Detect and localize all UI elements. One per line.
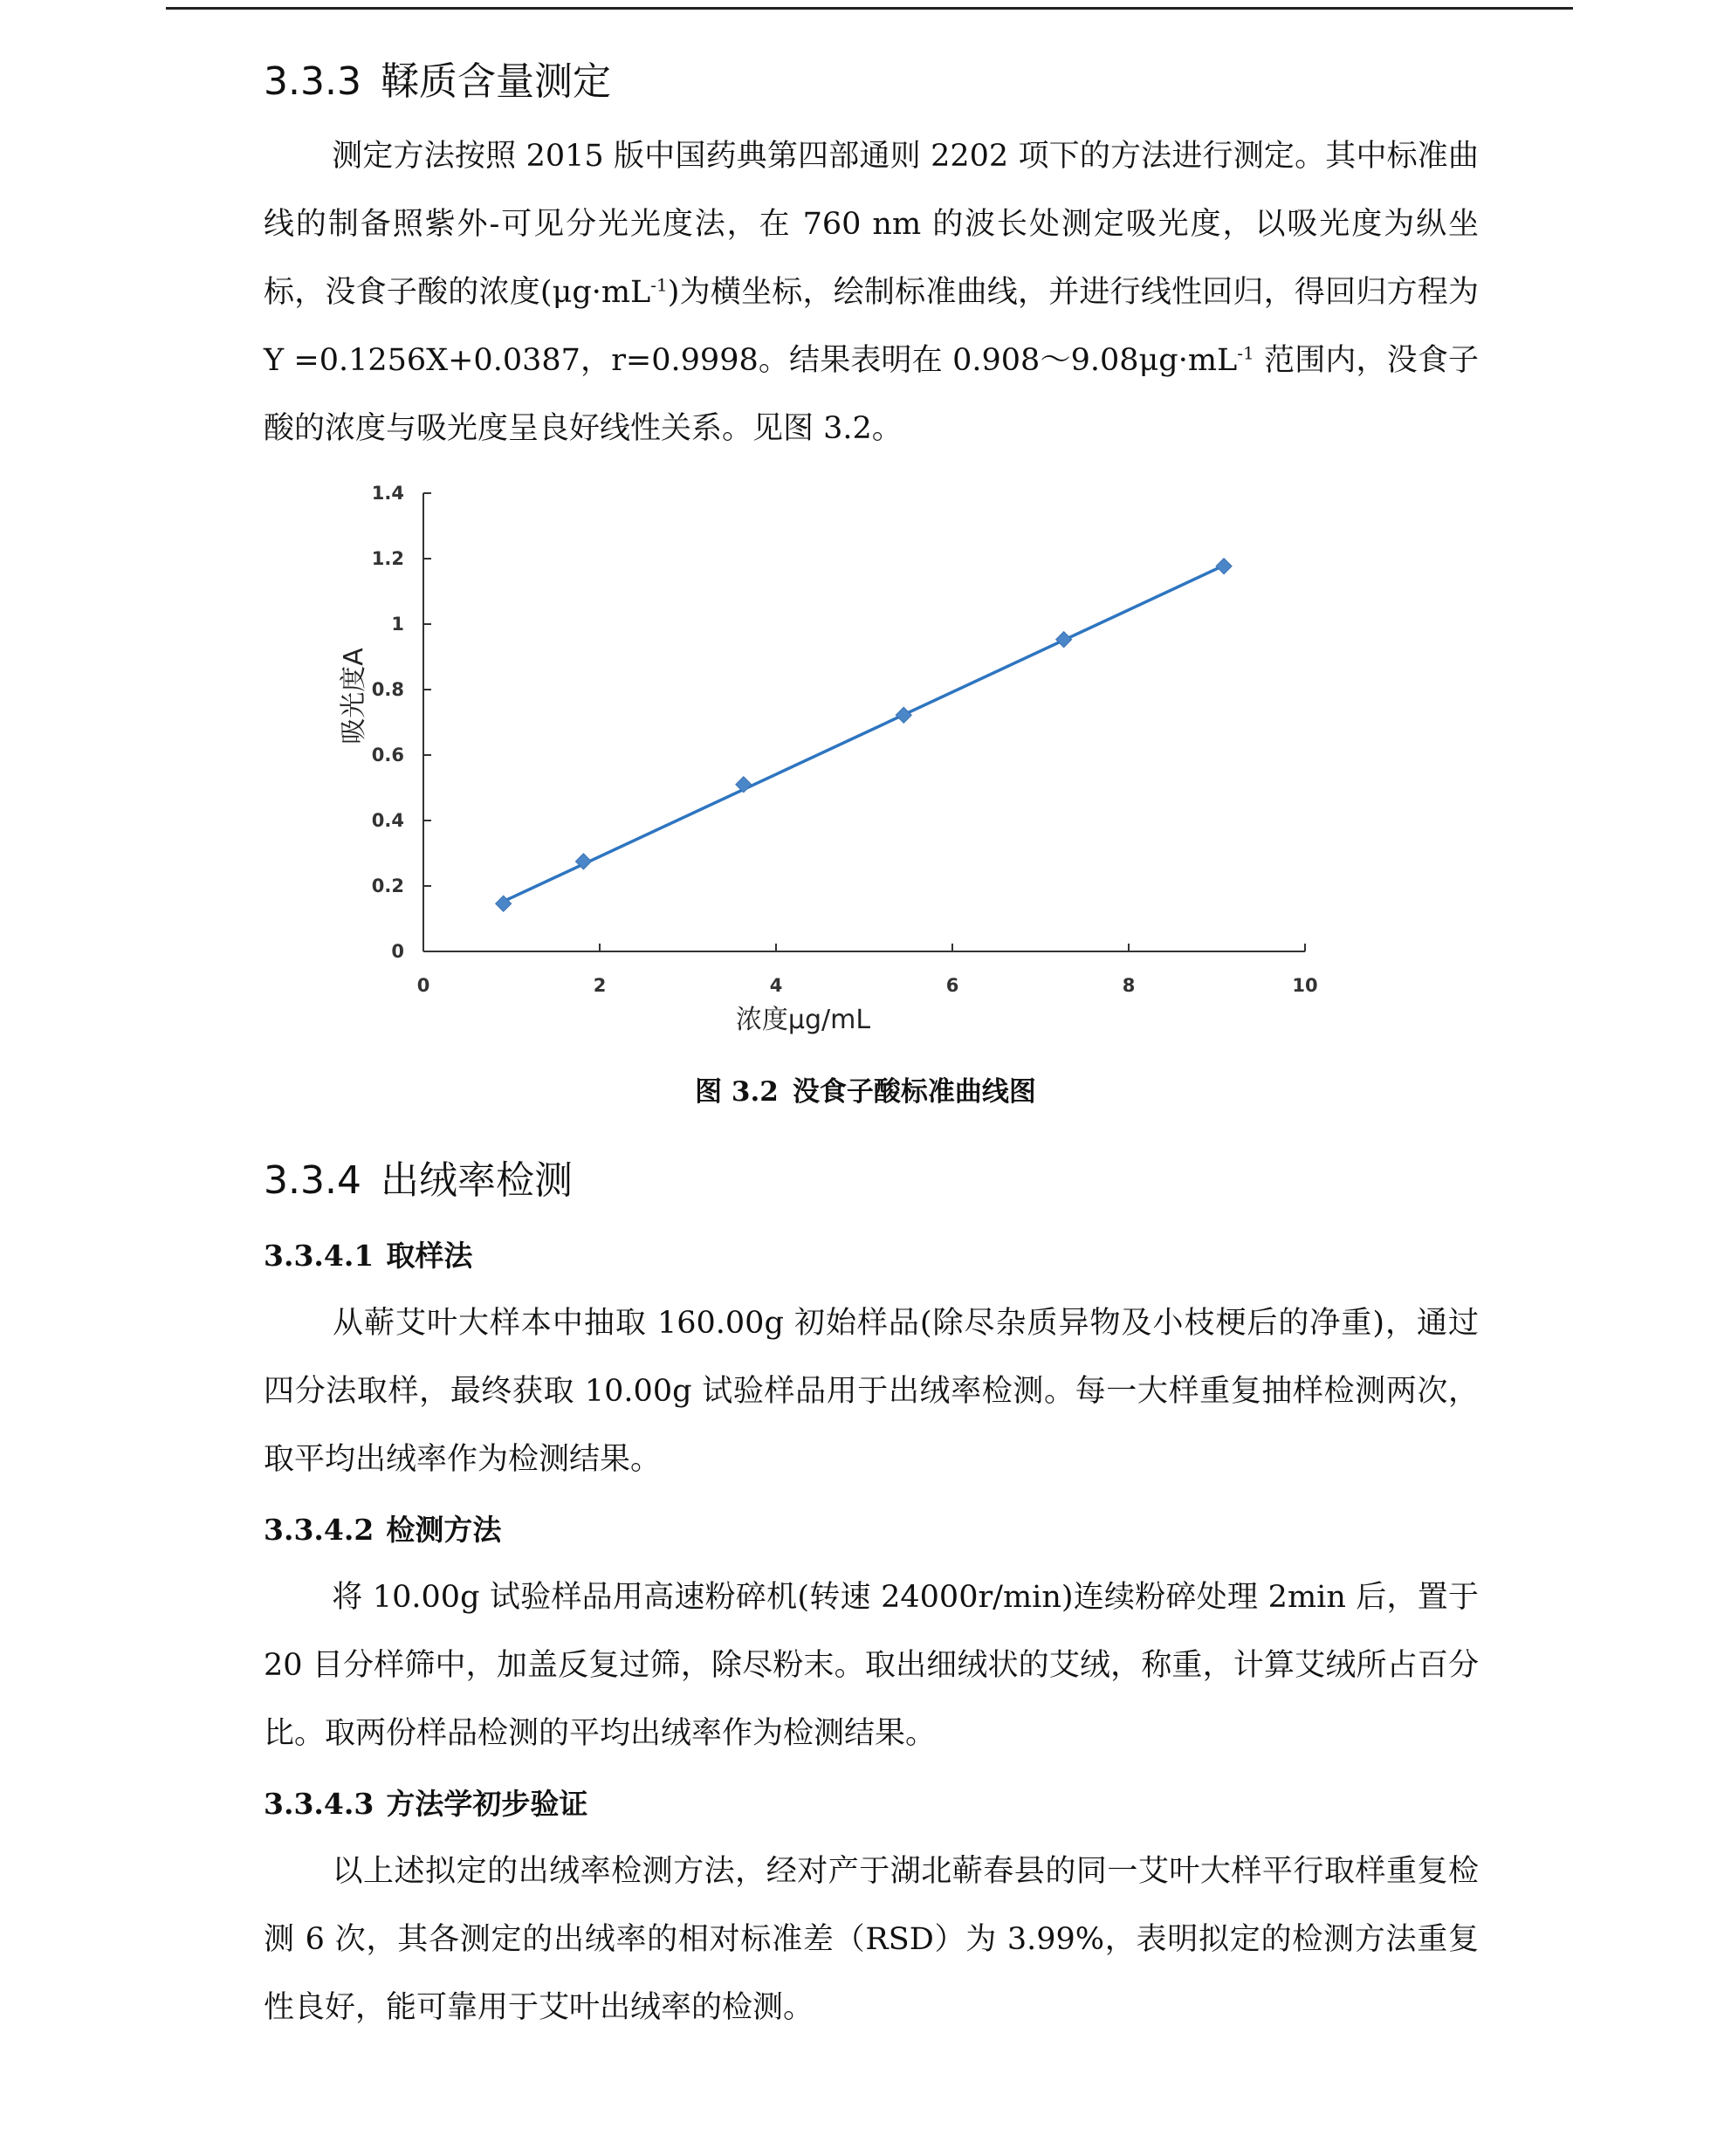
superscript: -1 xyxy=(650,274,668,296)
subsection-number: 3.3.4.1 xyxy=(264,1239,374,1273)
y-tick-label: 0.4 xyxy=(371,810,404,831)
y-tick-label: 0.6 xyxy=(371,745,404,766)
paragraph-text: 将 10.00g 试验样品用高速粉碎机(转速 24000r/min)连续粉碎处理 2min 后，置于 20 目分样筛中，加盖反复过筛，除尽粉末。取出细绒状的艾绒，称重，计算艾绒所占百分比。取两份样品检测的平均出绒率作为检测结果。 xyxy=(264,1580,1479,1751)
subsection-3-3-4-1-paragraph xyxy=(264,1289,1479,1493)
section-heading-3-3-3 xyxy=(264,50,611,106)
section-number: 3.3.3 xyxy=(264,59,361,104)
paragraph-tail: 范围内，没食子酸的浓度与吸光度呈良好线性关系。见图 3.2。 xyxy=(264,343,1479,446)
x-tick-label: 6 xyxy=(945,975,959,996)
subsection-title: 方法学初步验证 xyxy=(386,1787,588,1821)
chart-axes xyxy=(423,493,1305,951)
y-tick-label: 0.8 xyxy=(371,679,404,700)
standard-curve-chart xyxy=(323,471,1353,1039)
subsection-title: 取样法 xyxy=(386,1239,473,1273)
y-tick-label: 1 xyxy=(391,614,404,635)
section-3-3-3-paragraph xyxy=(264,122,1479,463)
subsection-heading-3-3-4-2 xyxy=(264,1507,501,1548)
y-tick-label: 1.4 xyxy=(371,483,404,504)
superscript: -1 xyxy=(1237,342,1254,364)
x-tick-label: 0 xyxy=(416,975,430,996)
y-axis-title: 吸光度A xyxy=(339,648,369,745)
caption-number: 图 3.2 xyxy=(695,1076,779,1108)
subsection-number: 3.3.4.3 xyxy=(264,1787,374,1821)
section-heading-3-3-4 xyxy=(264,1149,573,1205)
x-tick-label: 10 xyxy=(1292,975,1318,996)
x-axis-title: 浓度μg/mL xyxy=(735,1005,871,1035)
paragraph-text: 从蕲艾叶大样本中抽取 160.00g 初始样品(除尽杂质异物及小枝梗后的净重)，通过四分法取样，最终获取 10.00g 试验样品用于出绒率检测。每一大样重复抽样检测两次，取平均出绒率作为检测结果。 xyxy=(264,1306,1479,1477)
data-point xyxy=(736,777,752,793)
subsection-heading-3-3-4-1 xyxy=(264,1233,472,1274)
y-tick-label: 0 xyxy=(391,941,404,962)
chart-ticks xyxy=(372,483,1318,996)
data-point xyxy=(896,707,911,723)
data-point xyxy=(1056,632,1072,648)
section-title: 鞣质含量测定 xyxy=(380,59,611,104)
subsection-3-3-4-3-paragraph xyxy=(264,1837,1479,2042)
trend-line xyxy=(504,566,1224,902)
x-tick-label: 4 xyxy=(769,975,783,996)
x-tick-label: 2 xyxy=(593,975,607,996)
header-rule xyxy=(166,7,1573,10)
paragraph-lead: 测定方法按照 2015 版中国药典第四部通则 2202 项下的方法进行测定。其中标准曲线的制备照紫外-可见分光光度法，在 760 nm 的波长处测定吸光度，以吸光度为纵坐标，没食子酸的浓度(μg·mL xyxy=(264,139,1479,310)
figure-caption xyxy=(0,1069,1731,1109)
subsection-3-3-4-2-paragraph xyxy=(264,1563,1479,1768)
section-number: 3.3.4 xyxy=(264,1158,361,1203)
paragraph-mid: )为横坐标，绘制标准曲线，并进行线性回归，得回归方程为 Y =0.1256X+0.0387，r=0.9998。结果表明在 0.908～9.08μg·mL xyxy=(264,275,1479,378)
data-point xyxy=(1216,559,1232,574)
caption-text: 没食子酸标准曲线图 xyxy=(792,1076,1036,1108)
y-tick-label: 0.2 xyxy=(371,875,404,896)
subsection-heading-3-3-4-3 xyxy=(264,1782,587,1823)
paragraph-text: 以上述拟定的出绒率检测方法，经对产于湖北蕲春县的同一艾叶大样平行取样重复检测 6 次，其各测定的出绒率的相对标准差（RSD）为 3.99%，表明拟定的检测方法重复性良好，能可靠用于艾叶出绒率的检测。 xyxy=(264,1854,1479,2025)
y-tick-label: 1.2 xyxy=(371,548,404,569)
section-title: 出绒率检测 xyxy=(380,1158,573,1203)
subsection-title: 检测方法 xyxy=(386,1513,502,1547)
subsection-number: 3.3.4.2 xyxy=(264,1513,374,1547)
x-tick-label: 8 xyxy=(1122,975,1136,996)
chart-trendline xyxy=(504,566,1224,902)
